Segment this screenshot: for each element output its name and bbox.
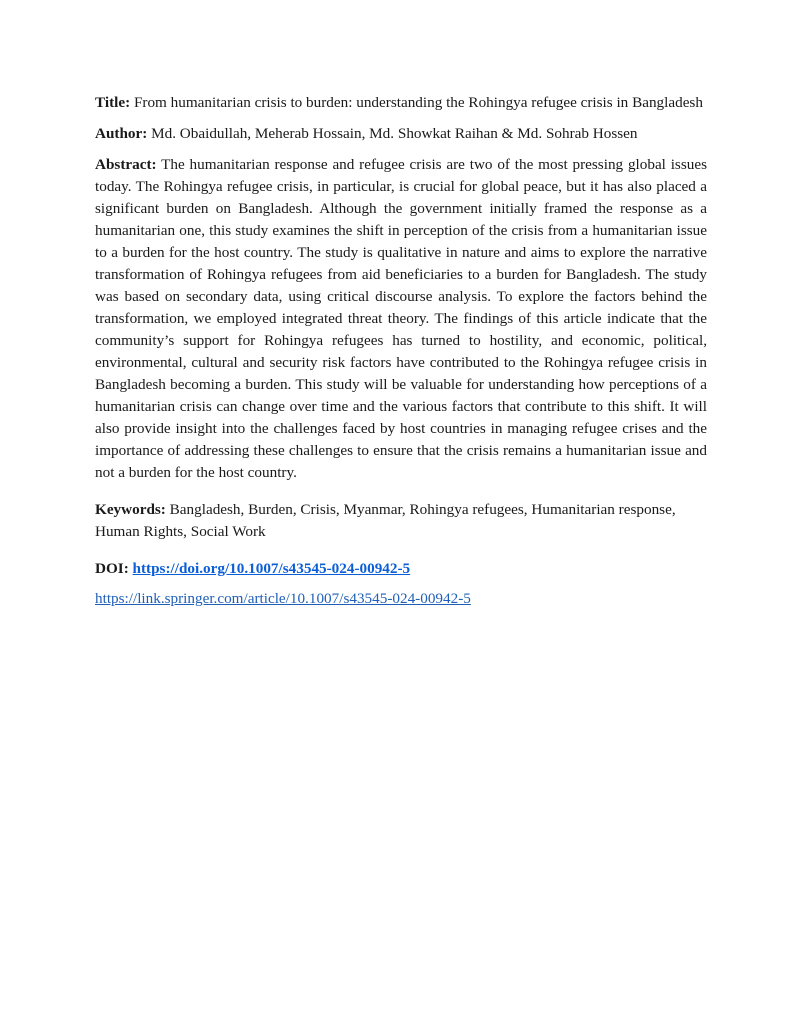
abstract-paragraph: [95, 154, 707, 484]
keywords-text: Bangladesh, Burden, Crisis, Myanmar, Rohingya refugees, Humanitarian response, Human Rights, Social Work: [95, 501, 676, 540]
title-label: Title:: [95, 94, 131, 111]
author-paragraph: [95, 123, 707, 145]
keywords-paragraph: [95, 499, 707, 543]
article-link[interactable]: https://link.springer.com/article/10.1007/s43545-024-00942-5: [95, 590, 471, 607]
title-paragraph: [95, 92, 707, 114]
abstract-label: Abstract:: [95, 156, 157, 173]
author-list: Md. Obaidullah, Meherab Hossain, Md. Showkat Raihan & Md. Sohrab Hossen: [151, 125, 638, 142]
doi-label: DOI:: [95, 560, 129, 577]
abstract-text: The humanitarian response and refugee crisis are two of the most pressing global issues today. The Rohingya refugee crisis, in particular, is crucial for global peace, but it has also placed a significant burden on Bangladesh. Although the government initially framed the response as a humanitarian one, this study examines the shift in perception of the crisis from a humanitarian issue to a burden for the host country. The study is qualitative in nature and aims to explore the narrative transformation of Rohingya refugees from aid beneficiaries to a burden for Bangladesh. The study was based on secondary data, using critical discourse analysis. To explore the factors behind the transformation, we employed integrated threat theory. The findings of this article indicate that the community’s support for Rohingya refugees has turned to hostility, and economic, political, environmental, cultural and security risk factors have contributed to the Rohingya refugee crisis in Bangladesh becoming a burden. This study will be valuable for understanding how perceptions of a humanitarian crisis can change over time and the various factors that contribute to this shift. It will also provide insight into the challenges faced by host countries in managing refugee crises and the importance of addressing these challenges to ensure that the crisis remains a humanitarian issue and not a burden for the host country.: [95, 156, 707, 481]
doi-link[interactable]: https://doi.org/10.1007/s43545-024-00942-5: [132, 560, 411, 577]
paper-title: From humanitarian crisis to burden: understanding the Rohingya refugee crisis in Bangladesh: [133, 94, 703, 111]
document-page: [95, 92, 707, 619]
article-link-paragraph: [95, 588, 707, 610]
keywords-label: Keywords:: [95, 501, 166, 518]
doi-paragraph: [95, 558, 707, 580]
author-label: Author:: [95, 125, 148, 142]
